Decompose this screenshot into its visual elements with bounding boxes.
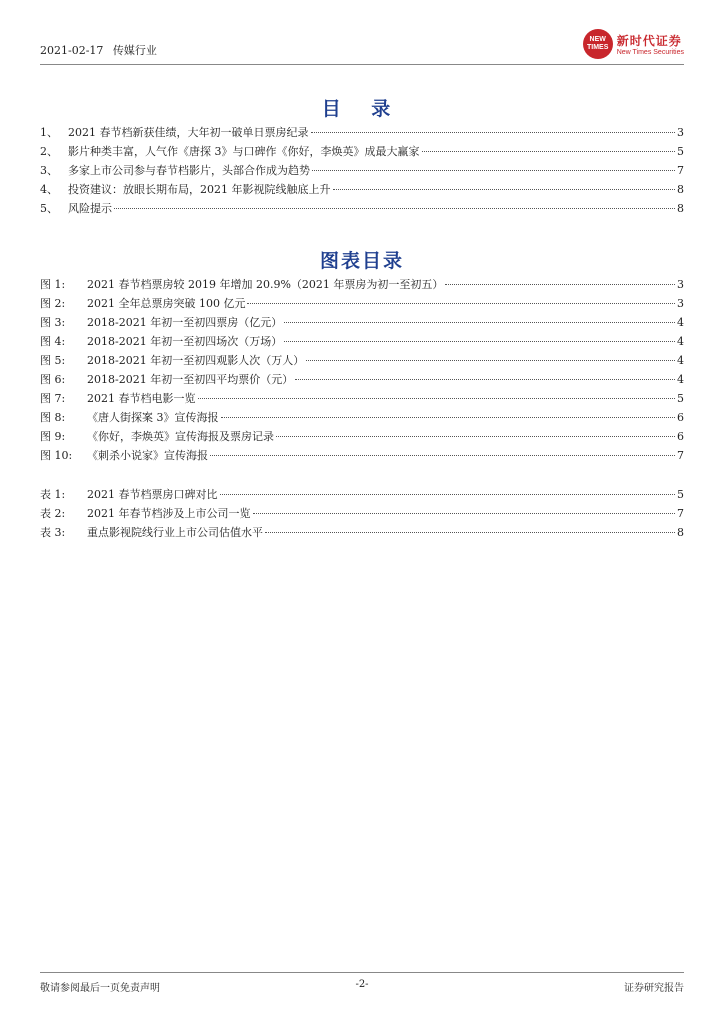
toc-entry[interactable] <box>40 447 684 466</box>
leader-dots <box>312 170 675 171</box>
leader-dots <box>247 303 675 304</box>
report-date: 2021-02-17 <box>40 44 104 57</box>
entry-page: 6 <box>677 411 684 424</box>
leader-dots <box>445 284 675 285</box>
header-left <box>40 42 163 58</box>
entry-title: 2018-2021 年初一至初四票房（亿元） <box>87 316 283 329</box>
toc-entry[interactable] <box>40 486 684 505</box>
toc-entry[interactable] <box>40 333 684 352</box>
report-type: 证券研究报告 <box>624 983 684 994</box>
toc-entry[interactable] <box>40 505 684 524</box>
entry-title: 2021 全年总票房突破 100 亿元 <box>87 297 246 310</box>
entry-title: 2021 春节档新获佳绩，大年初一破单日票房纪录 <box>68 126 309 139</box>
leader-dots <box>253 513 676 514</box>
entry-number: 5、 <box>40 202 58 215</box>
entry-page: 3 <box>677 297 684 310</box>
entry-number: 图 9: <box>40 430 66 443</box>
leader-dots <box>306 360 675 361</box>
entry-page: 6 <box>677 430 684 443</box>
entry-page: 7 <box>677 449 684 462</box>
entry-number: 图 5: <box>40 354 66 367</box>
entry-number: 3、 <box>40 164 58 177</box>
page-footer <box>40 972 684 1003</box>
leader-dots <box>220 494 676 495</box>
toc-entry[interactable] <box>40 124 684 143</box>
toc-entry[interactable] <box>40 371 684 390</box>
entry-title: 2018-2021 年初一至初四平均票价（元） <box>87 373 294 386</box>
toc-entry[interactable] <box>40 409 684 428</box>
entry-title: 《刺杀小说家》宣传海报 <box>87 449 208 462</box>
entry-number: 图 4: <box>40 335 66 348</box>
logo-english-name: New Times Securities <box>616 49 684 56</box>
leader-dots <box>221 417 676 418</box>
leader-dots <box>284 322 675 323</box>
entry-page: 7 <box>677 507 684 520</box>
entry-page: 5 <box>677 145 684 158</box>
entry-number: 图 3: <box>40 316 66 329</box>
leader-dots <box>276 436 675 437</box>
toc-entry[interactable] <box>40 390 684 409</box>
section-toc <box>40 124 684 219</box>
entry-page: 8 <box>677 183 684 196</box>
toc-entry[interactable] <box>40 143 684 162</box>
company-logo <box>583 28 684 60</box>
toc-entry[interactable] <box>40 314 684 333</box>
entry-number: 表 2: <box>40 507 66 520</box>
toc-title: 目 录 <box>321 98 403 120</box>
entry-title: 多家上市公司参与春节档影片，头部合作成为趋势 <box>68 164 310 177</box>
figures-toc-title: 图表目录 <box>319 250 404 272</box>
leader-dots <box>311 132 676 133</box>
entry-number: 表 3: <box>40 526 66 539</box>
entry-page: 4 <box>677 354 684 367</box>
toc-entry[interactable] <box>40 428 684 447</box>
entry-number: 1、 <box>40 126 58 139</box>
entry-page: 4 <box>677 373 684 386</box>
entry-title: 《你好，李焕英》宣传海报及票房记录 <box>87 430 274 443</box>
entry-number: 图 8: <box>40 411 66 424</box>
leader-dots <box>284 341 675 342</box>
entry-title: 2021 春节档电影一览 <box>87 392 196 405</box>
entry-page: 5 <box>677 488 684 501</box>
entry-title: 2021 年春节档涉及上市公司一览 <box>87 507 251 520</box>
entry-number: 图 7: <box>40 392 66 405</box>
entry-page: 8 <box>677 526 684 539</box>
entry-title: 2018-2021 年初一至初四观影人次（万人） <box>87 354 305 367</box>
leader-dots <box>114 208 675 209</box>
entry-page: 3 <box>677 278 684 291</box>
industry-label: 传媒行业 <box>112 44 157 57</box>
entry-title: 影片种类丰富，人气作《唐探 3》与口碑作《你好，李焕英》成最大赢家 <box>68 145 420 158</box>
entry-page: 5 <box>677 392 684 405</box>
entry-title: 《唐人街探案 3》宣传海报 <box>87 411 219 424</box>
entry-number: 表 1: <box>40 488 66 501</box>
entry-page: 4 <box>677 316 684 329</box>
entry-page: 8 <box>677 202 684 215</box>
entry-number: 图 1: <box>40 278 66 291</box>
entry-number: 图 6: <box>40 373 66 386</box>
entry-number: 2、 <box>40 145 58 158</box>
toc-entry[interactable] <box>40 524 684 543</box>
entry-title: 重点影视院线行业上市公司估值水平 <box>87 526 263 539</box>
toc-entry[interactable] <box>40 181 684 200</box>
entry-title: 2021 春节档票房较 2019 年增加 20.9%（2021 年票房为初一至初五） <box>87 278 444 291</box>
toc-entry[interactable] <box>40 295 684 314</box>
leader-dots <box>422 151 676 152</box>
entry-title: 投资建议：放眼长期布局，2021 年影视院线触底上升 <box>68 183 331 196</box>
entry-page: 4 <box>677 335 684 348</box>
entry-page: 3 <box>677 126 684 139</box>
leader-dots <box>295 379 675 380</box>
disclaimer-note: 敬请参阅最后一页免责声明 <box>40 983 160 994</box>
entry-page: 7 <box>677 164 684 177</box>
leader-dots <box>198 398 676 399</box>
toc-entry[interactable] <box>40 352 684 371</box>
toc-entry[interactable] <box>40 162 684 181</box>
entry-title: 2018-2021 年初一至初四场次（万场） <box>87 335 283 348</box>
entry-number: 图 2: <box>40 297 66 310</box>
entry-title: 2021 春节档票房口碑对比 <box>87 488 218 501</box>
toc-entry[interactable] <box>40 200 684 219</box>
entry-title: 风险提示 <box>68 202 112 215</box>
table-toc <box>40 486 684 543</box>
entry-number: 4、 <box>40 183 58 196</box>
logo-badge-icon: NEW TIMES <box>583 29 613 59</box>
leader-dots <box>265 532 675 533</box>
page-number: -2- <box>355 979 369 990</box>
leader-dots <box>210 455 675 456</box>
figure-toc <box>40 276 684 466</box>
logo-chinese-name: 新时代证券 <box>616 34 682 48</box>
toc-entry[interactable] <box>40 276 684 295</box>
entry-number: 图 10: <box>40 449 73 462</box>
leader-dots <box>333 189 676 190</box>
page-header <box>40 28 684 65</box>
